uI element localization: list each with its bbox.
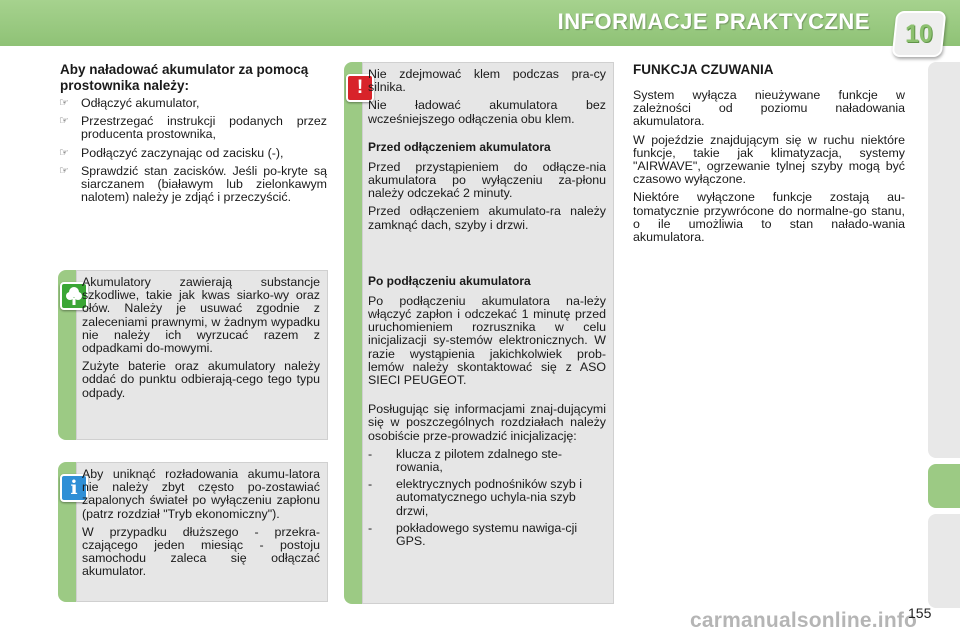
list-item: - klucza z pilotem zdalnego ste-rowania, — [368, 446, 562, 475]
list-item: ☞ Sprawdzić stan zacisków. Jeśli po-kryte są siarczanem (białawym lub zielonkawym nalotem) należy je zdjąć i przeczyścić. — [59, 163, 327, 205]
page-header — [0, 0, 960, 46]
warning-text-2: Nie ładować akumulatora bez wcześniejszego odłączenia obu klem. — [368, 98, 606, 126]
warning-text-3: Przed przystąpieniem do odłącze-nia akumulatora po wyłączeniu za-płonu należy odczekać 2 minuty. — [368, 159, 606, 201]
warning-note-box — [344, 62, 614, 604]
list-item: - pokładowego systemu nawiga-cji GPS. — [368, 520, 578, 549]
after-connect-heading: Po podłączeniu akumulatora — [368, 273, 531, 288]
standby-heading: FUNKCJA CZUWANIA — [633, 62, 774, 77]
before-disconnect-heading: Przed odłączeniem akumulatora — [368, 139, 551, 154]
chapter-number-badge — [892, 11, 947, 57]
chapter-edge-tab — [928, 62, 960, 458]
chapter-edge-tab — [928, 514, 960, 608]
environment-note-box — [58, 270, 328, 440]
warning-text-5: Po podłączeniu akumulatora na-leży włączyć zapłon i odczekać 1 minutę przed uruchomieniem rozrusznika w celu inicjalizacji sy-stemów elektronicznych. W razie wystąpienia jakichkolwiek prob-lemów należy skontaktować się z ASO SIECI PEUGEOT. — [368, 293, 606, 388]
pointing-hand-icon: ☞ — [59, 115, 69, 128]
info-text-1: Aby uniknąć rozładowania akumu-latora nie należy zbyt często po-zostawiać zapalonych świateł po wyłączeniu zapłonu (patrz rozdział "Tryb ekonomiczny"). — [82, 467, 320, 521]
pointing-hand-icon: ☞ — [59, 164, 69, 177]
charging-steps-list — [57, 97, 327, 209]
list-item: ☞ Podłączyć zaczynając od zacisku (-), — [59, 145, 284, 160]
info-note-box — [58, 462, 328, 602]
info-text-2: W przypadku dłuższego - przekra-czającego jeden miesiąc - postoju samochodu zaleca się odłączać akumulator. — [82, 524, 320, 579]
standby-text-3: Niektóre wyłączone funkcje zostają au-tomatycznie przywrócone do normalne-go stanu, o ile umożliwia to stan nałado-wania akumulatora. — [633, 190, 905, 245]
warning-icon: ! — [346, 74, 374, 102]
pointing-hand-icon: ☞ — [59, 146, 69, 159]
list-item: ☞ Przestrzegać instrukcji podanych przez producenta prostownika, — [59, 114, 327, 142]
warning-text-1: Nie zdejmować klem podczas pra-cy silnika. — [368, 67, 606, 95]
environment-text-1: Akumulatory zawierają substancje szkodliwe, takie jak kwas siarko-wy oraz ołów. Należy je usuwać zgodnie z zaleceniami prawnymi, w żadnym wypadku nie należy ich wyrzucać razem z odpadkami do-mowymi. — [82, 275, 320, 356]
list-item: ☞ Odłączyć akumulator, — [59, 96, 200, 110]
environment-text-2: Zużyte baterie oraz akumulatory należy oddać do punktu odbierają-cego tego typu odpady. — [82, 359, 320, 400]
initialization-list — [368, 448, 606, 548]
charging-heading: Aby naładować akumulator za pomocą prostownika należy: — [60, 62, 309, 93]
chapter-edge-tab-active — [928, 464, 960, 508]
warning-text-4: Przed odłączeniem akumulato-ra należy zamknąć dach, szyby i drzwi. — [368, 204, 606, 232]
info-icon: i — [60, 474, 88, 502]
standby-text-2: W pojeździe znajdującym się w ruchu niektóre funkcje, takie jak klimatyzacja, systemy "AIRWAVE", ogrzewanie tylnej szyby mogą być czasowo wyłączone. — [633, 132, 905, 187]
warning-text-6: Posługując się informacjami znaj-dującymi się w poszczególnych rozdziałach należy osobiście prze-prowadzić inicjalizację: — [368, 402, 606, 443]
chapter-number: 10 — [905, 19, 933, 48]
standby-section — [633, 62, 905, 249]
list-item: - elektrycznych podnośników szyb i automatycznego uchyla-nia szyb drzwi, — [368, 477, 582, 518]
page-number: 155 — [908, 605, 932, 621]
standby-text-1: System wyłącza nieużywane funkcje w zależności od poziomu naładowania akumulatora. — [633, 88, 905, 129]
section-title: INFORMACJE PRAKTYCZNE — [557, 9, 870, 34]
pointing-hand-icon: ☞ — [59, 97, 69, 109]
watermark: carmanualsonline.info — [690, 609, 918, 632]
